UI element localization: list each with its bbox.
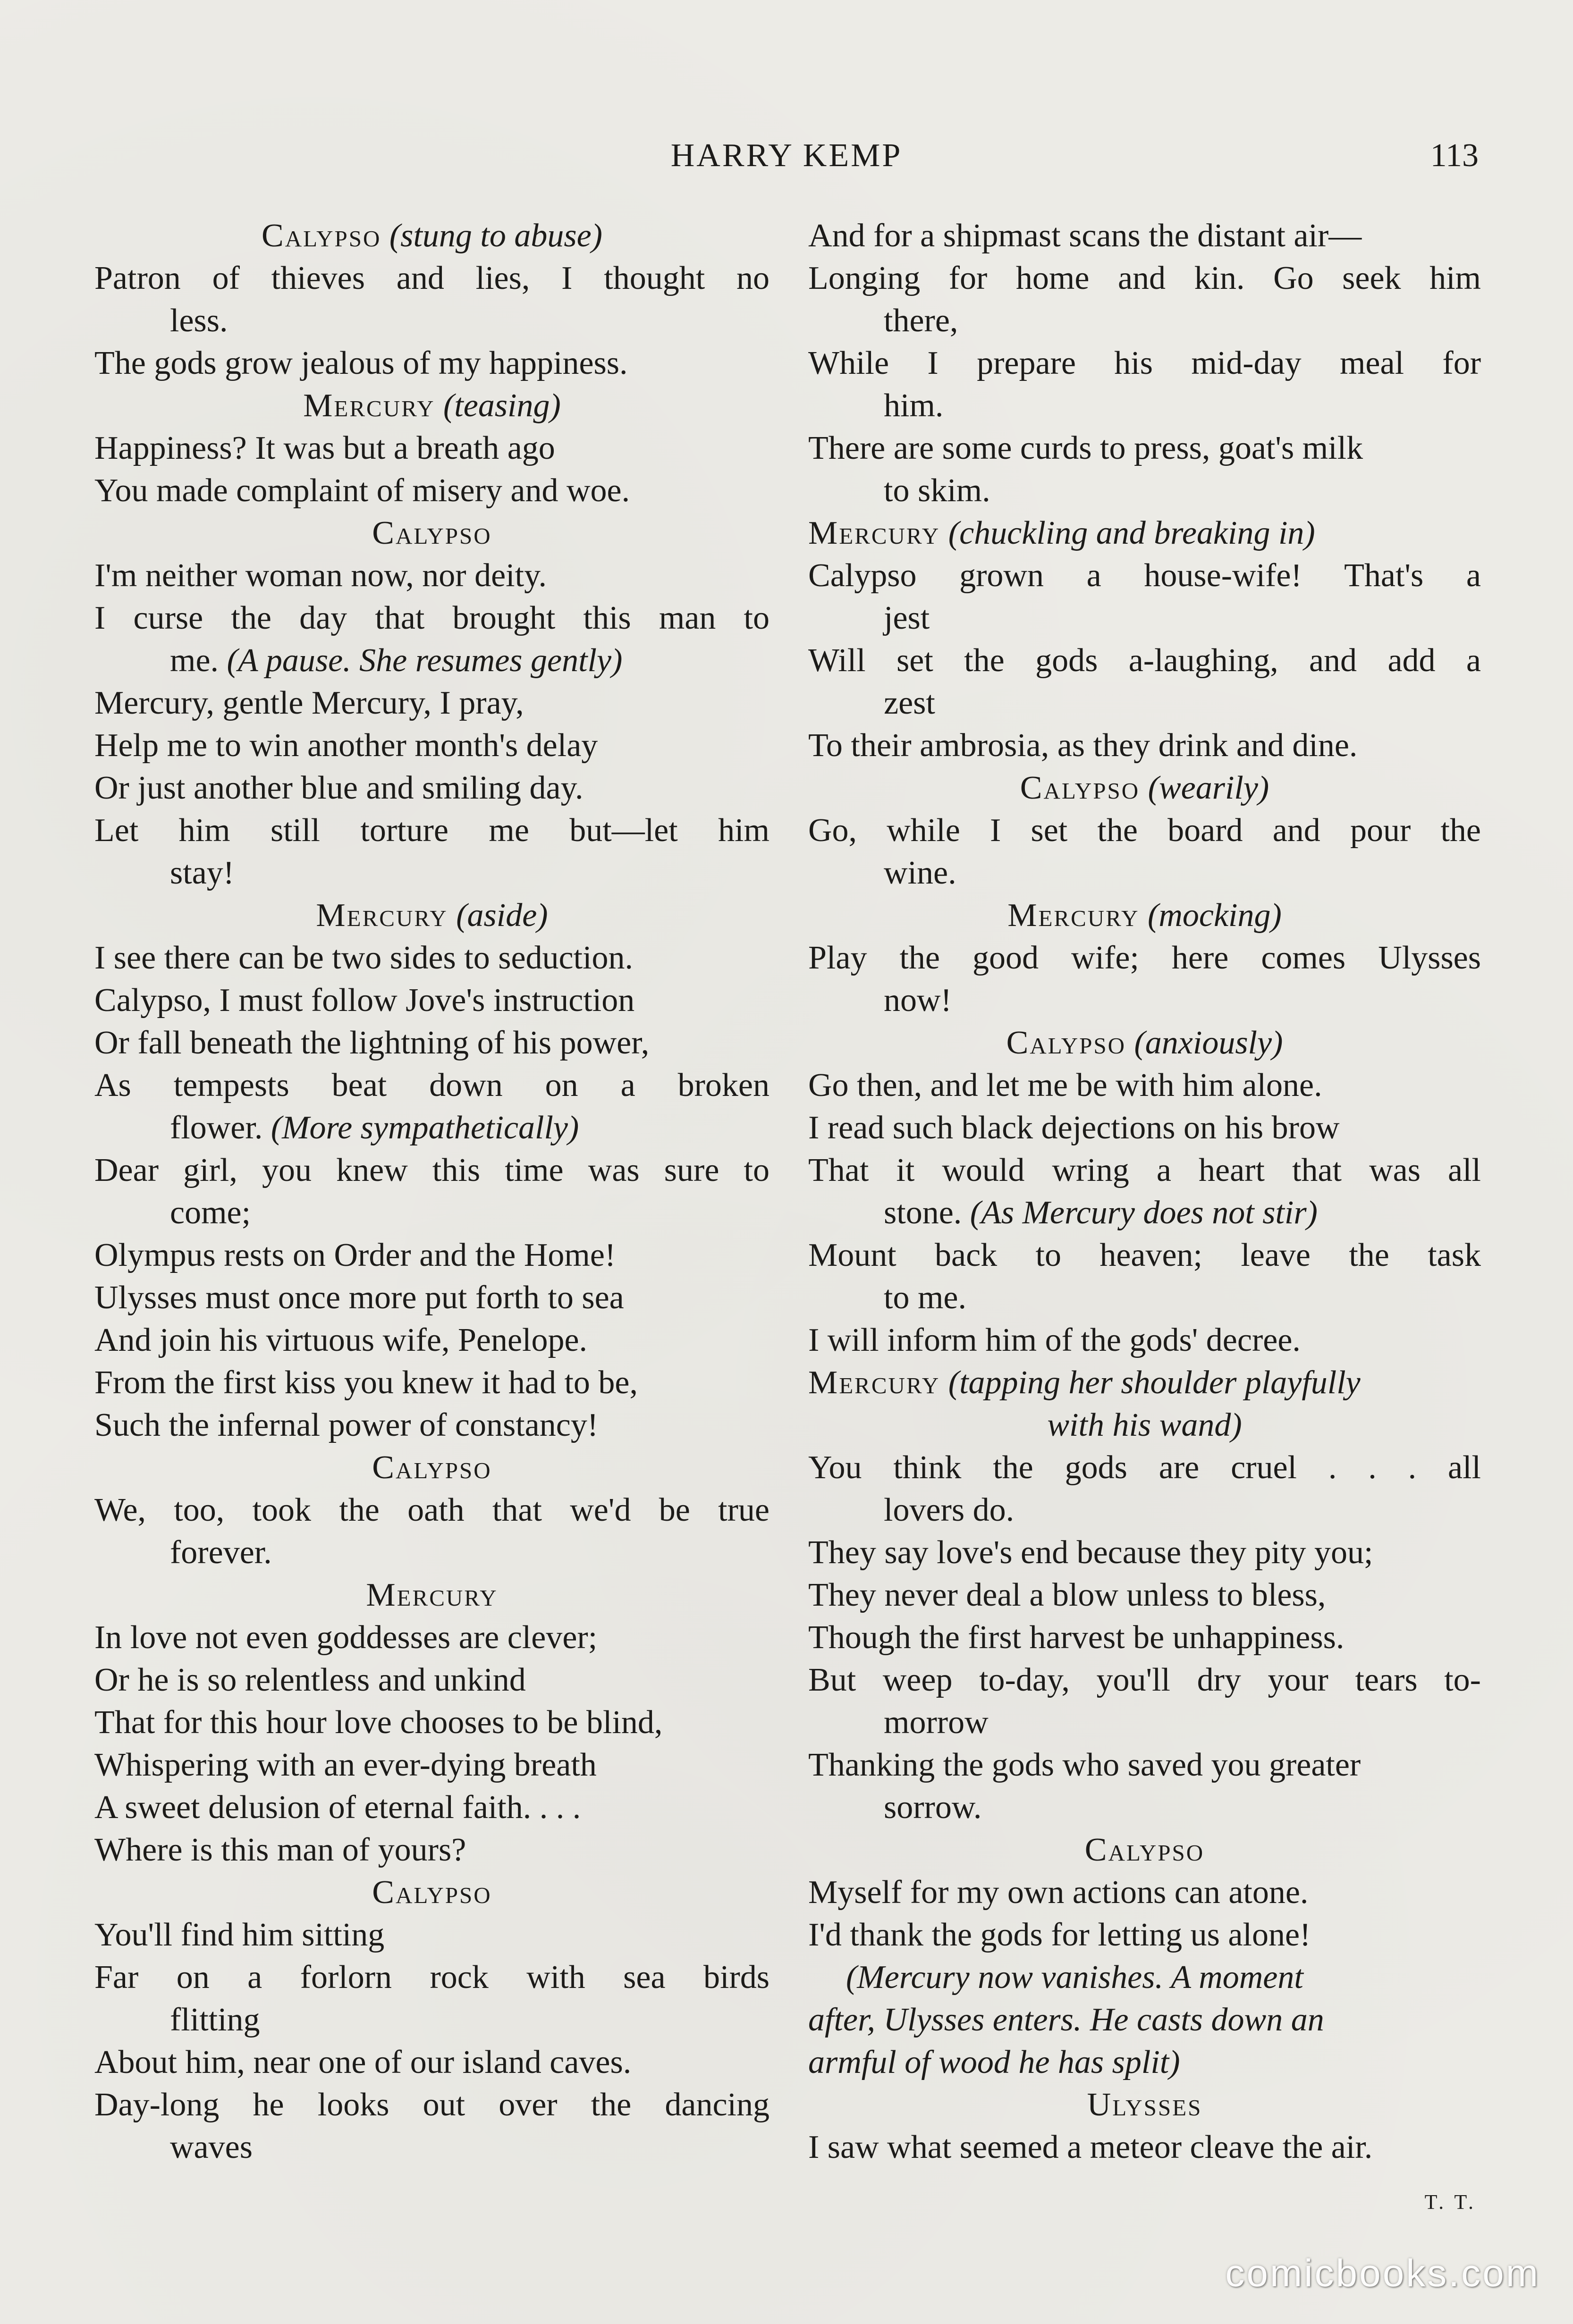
verse-line: Calypso, I must follow Jove's instruction <box>94 982 635 1019</box>
verse-line: zest <box>884 685 935 721</box>
verse-line: Let him still torture me but—let him <box>94 812 770 849</box>
verse-line: Mercury, gentle Mercury, I pray, <box>94 685 524 721</box>
verse-line: In love not even goddesses are clever; <box>94 1619 598 1656</box>
speaker-name: Mercury <box>303 387 435 424</box>
signature-mark: T. T. <box>1424 2190 1476 2214</box>
verse-line: The gods grow jealous of my happiness. <box>94 345 628 381</box>
verse-text: stone. <box>884 1195 962 1231</box>
verse-line <box>94 1107 770 1149</box>
verse-line: That for this hour love chooses to be blind, <box>94 1704 663 1741</box>
stage-direction: (A pause. She resumes gently) <box>227 642 623 679</box>
verse-line: now! <box>884 982 952 1019</box>
verse-line: They say love's end because they pity you; <box>808 1534 1373 1571</box>
verse-line: Far on a forlorn rock with sea birds <box>94 1959 770 1996</box>
speaker-line <box>94 385 770 427</box>
verse-line: I'm neither woman now, nor deity. <box>94 557 547 594</box>
verse-line: sorrow. <box>884 1789 982 1826</box>
speaker-name: Mercury <box>366 1577 498 1613</box>
stage-direction: (More sympathetically) <box>271 1110 579 1146</box>
verse-line: There are some curds to press, goat's milk <box>808 430 1363 466</box>
verse-line: Ulysses must once more put forth to sea <box>94 1280 624 1316</box>
right-column <box>808 215 1481 2169</box>
verse-line: Help me to win another month's delay <box>94 727 598 764</box>
verse-line: From the first kiss you knew it had to be, <box>94 1364 638 1401</box>
verse-line: I saw what seemed a meteor cleave the air. <box>808 2129 1373 2165</box>
verse-line: As tempests beat down on a broken <box>94 1067 770 1103</box>
speaker-name: Calypso <box>372 515 492 551</box>
verse-line: That it would wring a heart that was all <box>808 1152 1481 1188</box>
verse-line: to skim. <box>884 472 990 509</box>
stage-direction: (Mercury now vanishes. A moment <box>846 1959 1303 1996</box>
verse-line: I curse the day that brought this man to <box>94 600 770 636</box>
verse-line: Go then, and let me be with him alone. <box>808 1067 1322 1103</box>
verse-line: I read such black dejections on his brow <box>808 1110 1340 1146</box>
verse-line: You made complaint of misery and woe. <box>94 472 630 509</box>
verse-line <box>94 640 770 682</box>
speaker-name: Mercury <box>1007 897 1140 934</box>
speaker-line <box>808 1022 1481 1064</box>
verse-line: Or he is so relentless and unkind <box>94 1662 526 1698</box>
speaker-line <box>808 1362 1481 1404</box>
speaker-name: Mercury <box>808 515 940 551</box>
verse-line: less. <box>170 303 228 339</box>
speaker-name: Calypso <box>1020 770 1140 806</box>
verse-line: stay! <box>170 855 235 891</box>
verse-line: Though the first harvest be unhappiness. <box>808 1619 1345 1656</box>
verse-line: Mount back to heaven; leave the task <box>808 1237 1481 1273</box>
verse-text: flower. <box>170 1110 263 1146</box>
verse-line: And for a shipmast scans the distant air— <box>808 218 1362 254</box>
verse-line: there, <box>884 303 958 339</box>
stage-direction: (anxiously) <box>1134 1025 1283 1061</box>
speaker-line <box>94 215 770 257</box>
verse-line: We, too, took the oath that we'd be true <box>94 1492 770 1528</box>
verse-line: I'd thank the gods for letting us alone! <box>808 1917 1311 1953</box>
speaker-line <box>808 894 1481 937</box>
stage-direction: (wearily) <box>1148 770 1269 806</box>
verse-line: forever. <box>170 1534 272 1571</box>
verse-line <box>808 1192 1481 1234</box>
verse-line: Dear girl, you knew this time was sure to <box>94 1152 770 1188</box>
verse-line: waves <box>170 2129 253 2165</box>
verse-text: me. <box>170 642 219 679</box>
speaker-name: Ulysses <box>1087 2087 1202 2123</box>
running-head: HARRY KEMP <box>670 137 903 174</box>
verse-line: Or just another blue and smiling day. <box>94 770 584 806</box>
verse-line: But weep to-day, you'll dry your tears to- <box>808 1662 1481 1698</box>
verse-line: wine. <box>884 855 956 891</box>
speaker-line <box>808 767 1481 809</box>
verse-line: jest <box>884 600 930 636</box>
stage-direction: (tapping her shoulder playfully <box>948 1364 1361 1401</box>
verse-line: I will inform him of the gods' decree. <box>808 1322 1301 1358</box>
verse-line: You'll find him sitting <box>94 1917 385 1953</box>
verse-line: Patron of thieves and lies, I thought no <box>94 260 770 296</box>
verse-line: You think the gods are cruel . . . all <box>808 1449 1481 1486</box>
left-column <box>94 215 770 2169</box>
verse-line: A sweet delusion of eternal faith. . . . <box>94 1789 581 1826</box>
verse-line: morrow <box>884 1704 989 1741</box>
verse-line: Myself for my own actions can atone. <box>808 1874 1309 1911</box>
stage-direction: (stung to abuse) <box>389 218 602 254</box>
verse-line: Happiness? It was but a breath ago <box>94 430 555 466</box>
verse-line: To their ambrosia, as they drink and dine. <box>808 727 1358 764</box>
speaker-name: Calypso <box>372 1449 492 1486</box>
stage-direction: (teasing) <box>443 387 561 424</box>
verse-line: Will set the gods a-laughing, and add a <box>808 642 1481 679</box>
verse-line: Day-long he looks out over the dancing <box>94 2087 770 2123</box>
verse-line: to me. <box>884 1280 966 1316</box>
verse-line: Whispering with an ever-dying breath <box>94 1747 597 1783</box>
verse-line: Thanking the gods who saved you greater <box>808 1747 1361 1783</box>
verse-line: Or fall beneath the lightning of his power, <box>94 1025 650 1061</box>
speaker-name: Calypso <box>372 1874 492 1911</box>
verse-line: him. <box>884 387 944 424</box>
stage-direction: (aside) <box>456 897 548 934</box>
speaker-line <box>808 512 1481 555</box>
stage-direction: (As Mercury does not stir) <box>970 1195 1318 1231</box>
verse-line: They never deal a blow unless to bless, <box>808 1577 1326 1613</box>
verse-line: While I prepare his mid-day meal for <box>808 345 1481 381</box>
speaker-name: Calypso <box>262 218 381 254</box>
verse-line: Olympus rests on Order and the Home! <box>94 1237 616 1273</box>
verse-line: Go, while I set the board and pour the <box>808 812 1481 849</box>
verse-line: I see there can be two sides to seduction. <box>94 940 634 976</box>
verse-line: About him, near one of our island caves. <box>94 2044 632 2080</box>
verse-line: Longing for home and kin. Go seek him <box>808 260 1481 296</box>
verse-line: Where is this man of yours? <box>94 1832 466 1868</box>
speaker-name: Mercury <box>316 897 448 934</box>
verse-line: And join his virtuous wife, Penelope. <box>94 1322 588 1358</box>
verse-line: come; <box>170 1195 251 1231</box>
page-number: 113 <box>1430 137 1479 174</box>
verse-line: Such the infernal power of constancy! <box>94 1407 599 1443</box>
stage-direction: after, Ulysses enters. He casts down an <box>808 2002 1324 2038</box>
verse-line: lovers do. <box>884 1492 1015 1528</box>
speaker-name: Calypso <box>1084 1832 1205 1868</box>
speaker-line <box>94 894 770 937</box>
verse-line: Calypso grown a house-wife! That's a <box>808 557 1481 594</box>
speaker-name: Calypso <box>1006 1025 1126 1061</box>
verse-line: Play the good wife; here comes Ulysses <box>808 940 1481 976</box>
stage-direction: armful of wood he has split) <box>808 2044 1180 2080</box>
stage-direction: (mocking) <box>1148 897 1282 934</box>
speaker-name: Mercury <box>808 1364 940 1401</box>
stage-direction: with his wand) <box>1047 1407 1242 1443</box>
watermark: comicbooks.com <box>1225 2252 1540 2295</box>
stage-direction: (chuckling and breaking in) <box>948 515 1315 551</box>
verse-line: flitting <box>170 2002 260 2038</box>
page-header <box>0 137 1573 184</box>
